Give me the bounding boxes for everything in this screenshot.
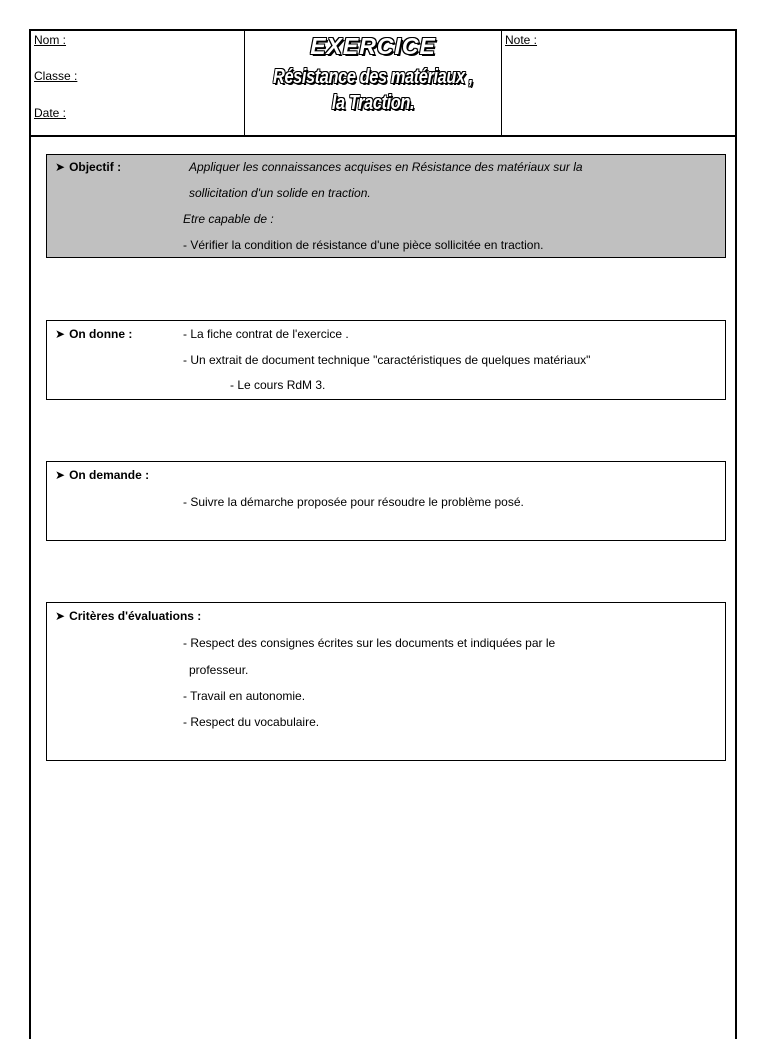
- objectif-line: Etre capable de :: [183, 212, 274, 226]
- objectif-section: [46, 154, 726, 258]
- on-demande-section: [46, 461, 726, 541]
- criteres-line: - Travail en autonomie.: [183, 689, 306, 703]
- on-demande-label: ➤ On demande :: [55, 468, 150, 482]
- criteres-line: - Respect du vocabulaire.: [183, 715, 320, 729]
- arrow-bullet-icon: ➤: [55, 160, 66, 174]
- criteres-section: [46, 602, 726, 761]
- on-donne-line: - La fiche contrat de l'exercice .: [183, 327, 349, 341]
- grade-cell: [502, 31, 735, 135]
- on-donne-section: [46, 320, 726, 400]
- arrow-bullet-icon: ➤: [55, 468, 66, 482]
- objectif-line: - Vérifier la condition de résistance d'une pièce sollicitée en traction.: [183, 238, 544, 252]
- criteres-label: ➤ Critères d'évaluations :: [55, 609, 202, 623]
- on-demande-line: - Suivre la démarche proposée pour résoudre le problème posé.: [183, 495, 524, 509]
- note-field-label: Note :: [505, 33, 538, 47]
- date-field-label: Date :: [34, 106, 67, 120]
- exercise-subtitle-line2: la Traction.: [331, 92, 415, 114]
- on-donne-line: - Un extrait de document technique "caractéristiques de quelques matériaux": [183, 353, 591, 367]
- nom-field-label: Nom :: [34, 33, 67, 47]
- exercise-title: EXERCICE: [310, 33, 436, 59]
- worksheet-page: [29, 29, 737, 1039]
- header-table: [31, 31, 735, 137]
- on-donne-label: ➤ On donne :: [55, 327, 133, 341]
- arrow-bullet-icon: ➤: [55, 327, 66, 341]
- criteres-line: professeur.: [189, 663, 249, 677]
- student-info-cell: [31, 31, 245, 135]
- objectif-line: sollicitation d'un solide en traction.: [189, 186, 371, 200]
- classe-field-label: Classe :: [34, 69, 78, 83]
- title-cell: [245, 31, 502, 135]
- exercise-subtitle-line1: Résistance des matériaux ,: [273, 66, 473, 88]
- on-donne-line: - Le cours RdM 3.: [230, 378, 326, 392]
- objectif-label: ➤ Objectif :: [55, 160, 122, 174]
- criteres-line: - Respect des consignes écrites sur les documents et indiquées par le: [183, 636, 556, 650]
- arrow-bullet-icon: ➤: [55, 609, 66, 623]
- objectif-line: Appliquer les connaissances acquises en Résistance des matériaux sur la: [189, 160, 583, 174]
